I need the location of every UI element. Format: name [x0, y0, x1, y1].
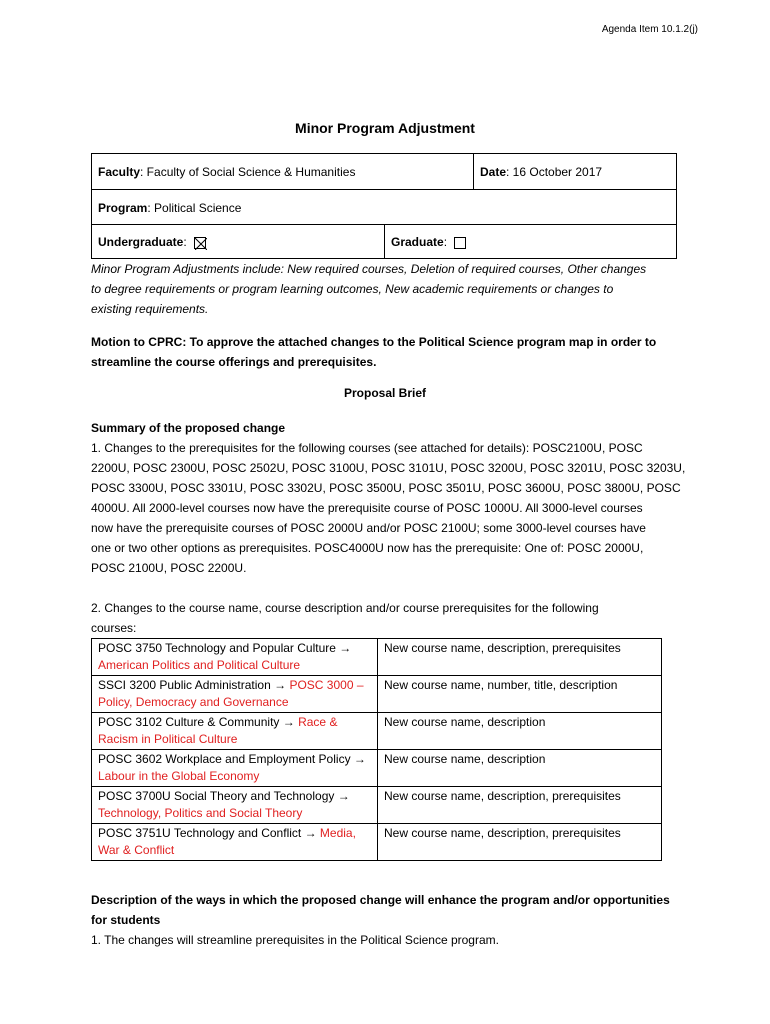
- new-course-name: Labour in the Global Economy: [98, 769, 260, 783]
- summary-line: POSC 3300U, POSC 3301U, POSC 3302U, POSC 3500U, POSC 3501U, POSC 3600U, POSC 3800U, POSC: [91, 481, 681, 495]
- point2-line: courses:: [91, 621, 137, 635]
- summary-line: 4000U. All 2000-level courses now have the prerequisite course of POSC 1000U. All 3000-level courses: [91, 501, 643, 515]
- new-course-name: Racism in Political Culture: [98, 732, 238, 746]
- motion-line: Motion to CPRC: To approve the attached changes to the Political Science program map in order to: [91, 335, 657, 349]
- note-line: to degree requirements or program learning outcomes, New academic requirements or changes to: [91, 282, 614, 296]
- arrow-right-icon: →: [339, 641, 352, 655]
- table-row: [92, 713, 662, 750]
- page-title: Minor Program Adjustment: [295, 120, 475, 136]
- undergraduate-checkbox[interactable]: [194, 237, 206, 249]
- adjustments-note: [91, 259, 691, 319]
- faculty-cell: [91, 153, 474, 190]
- table-row: [92, 750, 662, 787]
- point2-line: 2. Changes to the course name, course description and/or course prerequisites for the following: [91, 601, 599, 615]
- checked-x-icon: [195, 238, 207, 250]
- old-course-name: SSCI 3200 Public Administration: [98, 678, 271, 692]
- table-row: [92, 787, 662, 824]
- date-value: : 16 October 2017: [506, 165, 603, 179]
- description-point: 1. The changes will streamline prerequisites in the Political Science program.: [91, 933, 499, 947]
- summary-line: POSC 2100U, POSC 2200U.: [91, 561, 247, 575]
- old-course-name: POSC 3750 Technology and Popular Culture: [98, 641, 336, 655]
- change-type-cell: New course name, description, prerequisites: [378, 824, 662, 861]
- summary-line: 2200U, POSC 2300U, POSC 2502U, POSC 3100U, POSC 3101U, POSC 3200U, POSC 3201U, POSC 3203U,: [91, 461, 686, 475]
- course-change-cell: [92, 676, 378, 713]
- table-row: [92, 639, 662, 676]
- faculty-label: Faculty: [98, 165, 141, 179]
- motion-line: streamline the course offerings and prerequisites.: [91, 355, 377, 369]
- summary-line: 1. Changes to the prerequisites for the following courses (see attached for details): POSC2100U, POSC: [91, 441, 643, 455]
- course-change-cell: [92, 824, 378, 861]
- table-row: [92, 676, 662, 713]
- arrow-right-icon: →: [304, 826, 317, 840]
- note-line: existing requirements.: [91, 302, 209, 316]
- new-course-name: POSC 3000 –: [289, 678, 364, 692]
- point2-text: [91, 598, 691, 638]
- new-course-name: Policy, Democracy and Governance: [98, 695, 289, 709]
- new-course-name: Race &: [298, 715, 338, 729]
- course-changes-table: [91, 638, 662, 861]
- summary-heading: Summary of the proposed change: [91, 421, 286, 435]
- summary-section: [91, 418, 691, 578]
- change-type-cell: New course name, description, prerequisites: [378, 787, 662, 824]
- program-cell: [91, 189, 677, 225]
- graduate-checkbox[interactable]: [454, 237, 466, 249]
- agenda-item-label: Agenda Item 10.1.2(j): [601, 24, 698, 35]
- new-course-name: American Politics and Political Culture: [98, 658, 301, 672]
- faculty-value: : Faculty of Social Science & Humanities: [140, 165, 356, 179]
- arrow-right-icon: →: [353, 752, 366, 766]
- summary-line: one or two other options as prerequisites. POSC4000U now has the prerequisite: One of: POSC 2000U,: [91, 541, 644, 555]
- note-line: Minor Program Adjustments include: New required courses, Deletion of required courses, Other changes: [91, 262, 647, 276]
- course-change-cell: [92, 787, 378, 824]
- old-course-name: POSC 3751U Technology and Conflict: [98, 826, 302, 840]
- new-course-name: War & Conflict: [98, 843, 175, 857]
- date-label: Date: [480, 165, 507, 179]
- program-value: : Political Science: [147, 201, 242, 215]
- arrow-right-icon: →: [282, 715, 295, 729]
- course-change-cell: [92, 713, 378, 750]
- change-type-cell: New course name, number, title, description: [378, 676, 662, 713]
- program-label: Program: [98, 201, 148, 215]
- course-change-cell: [92, 639, 378, 676]
- summary-line: now have the prerequisite courses of POSC 2000U and/or POSC 2100U; some 3000-level courses have: [91, 521, 646, 535]
- new-course-name: Technology, Politics and Social Theory: [98, 806, 303, 820]
- change-type-cell: New course name, description: [378, 713, 662, 750]
- table-row: [92, 824, 662, 861]
- date-cell: [473, 153, 677, 190]
- graduate-cell: Graduate:: [384, 224, 677, 259]
- undergraduate-cell: Undergraduate:: [91, 224, 385, 259]
- arrow-right-icon: →: [337, 789, 350, 803]
- proposal-brief-heading: Proposal Brief: [343, 386, 427, 400]
- description-section: [91, 890, 691, 950]
- old-course-name: POSC 3602 Workplace and Employment Policy: [98, 752, 351, 766]
- graduate-label: Graduate: [391, 235, 444, 249]
- undergraduate-label: Undergraduate: [98, 235, 184, 249]
- new-course-name: Media,: [319, 826, 356, 840]
- description-heading-line: for students: [91, 913, 161, 927]
- arrow-right-icon: →: [274, 678, 287, 692]
- motion-text: [91, 332, 681, 372]
- change-type-cell: New course name, description: [378, 750, 662, 787]
- change-type-cell: New course name, description, prerequisites: [378, 639, 662, 676]
- description-heading-line: Description of the ways in which the proposed change will enhance the program and/or opportunities: [91, 893, 670, 907]
- course-change-cell: [92, 750, 378, 787]
- old-course-name: POSC 3102 Culture & Community: [98, 715, 280, 729]
- old-course-name: POSC 3700U Social Theory and Technology: [98, 789, 335, 803]
